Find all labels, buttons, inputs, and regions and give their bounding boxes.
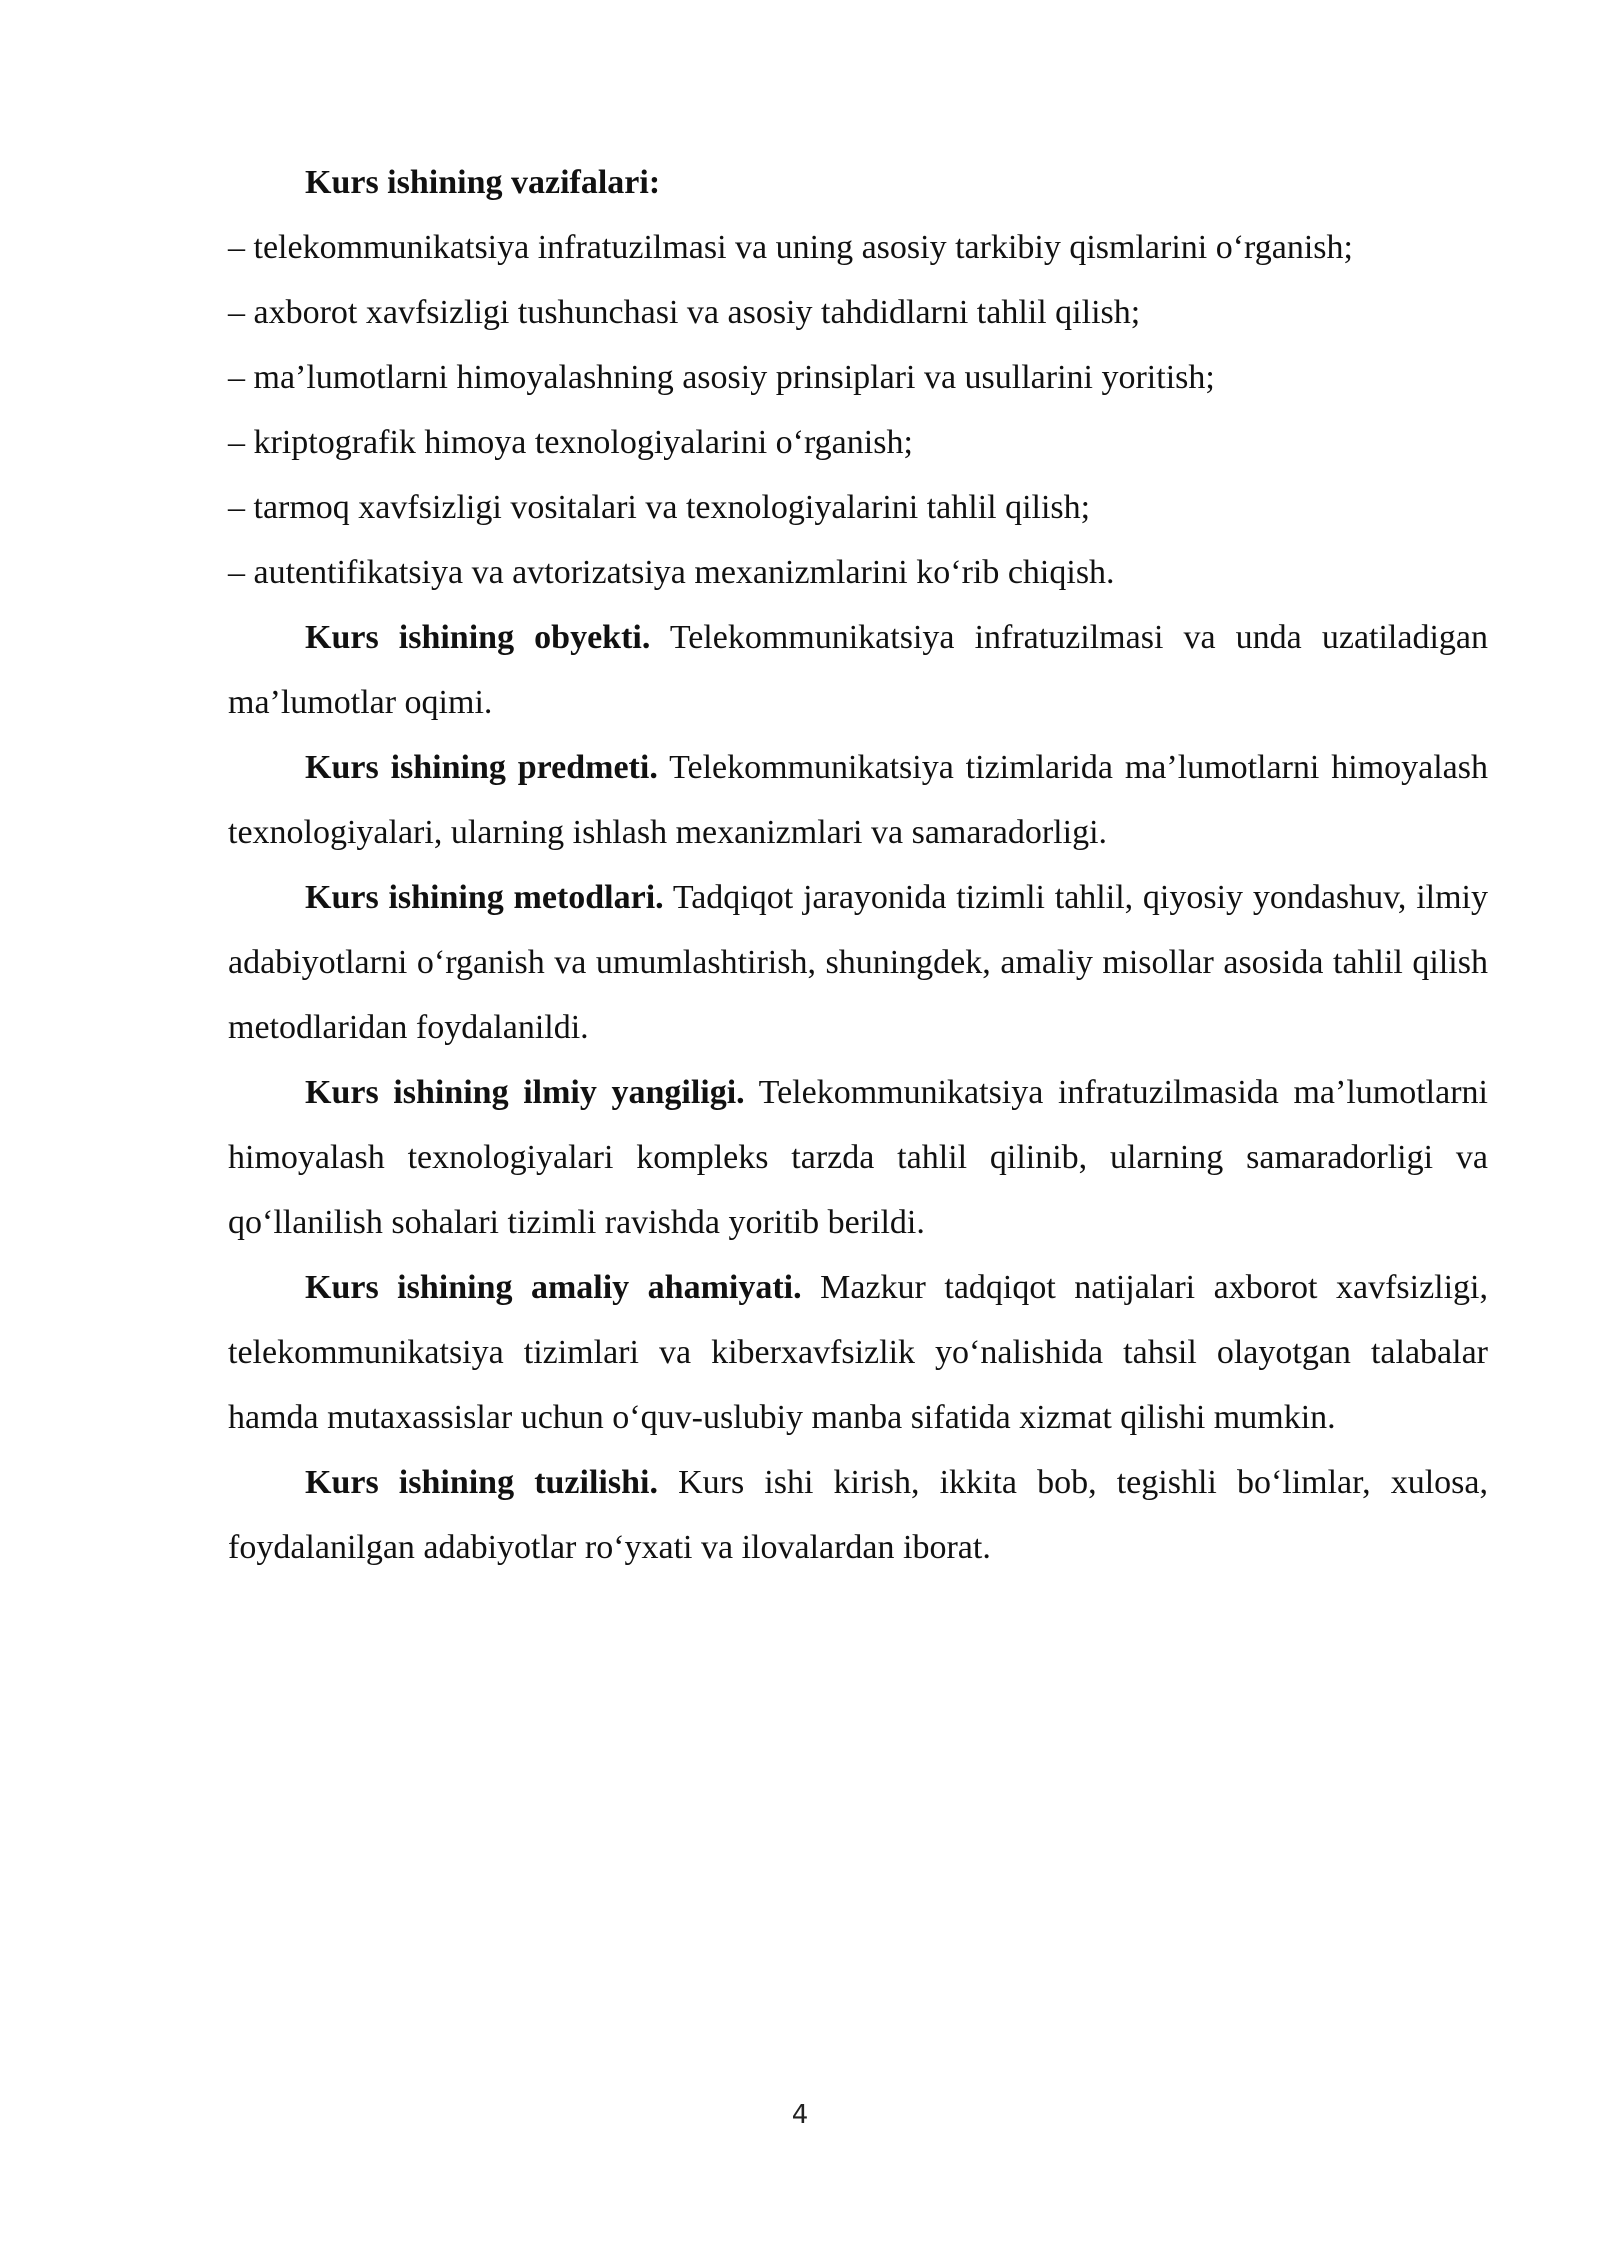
page-number: 4 <box>791 2100 809 2130</box>
section-structure <box>228 1450 1488 1580</box>
tasks-list <box>228 215 1488 605</box>
section-practical-value <box>228 1255 1488 1450</box>
task-item: – axborot xavfsizligi tushunchasi va asosiy tahdidlarni tahlil qilish; <box>228 294 1141 331</box>
section-structure-label: Kurs ishining tuzilishi. <box>305 1464 658 1501</box>
section-novelty-text: Telekommunikatsiya infratuzilmasida ma’lumotlarni himoyalash texnologiyalari kompleks tarzda tahlil qilinib, ularning samaradorligi va qo‘llanilish sohalari tizimli ravishda yoritib berildi. <box>228 1074 1488 1241</box>
section-subject-text: Telekommunikatsiya tizimlarida ma’lumotlarni himoyalash texnologiyalari, ularning ishlash mexanizmlari va samaradorligi. <box>228 749 1488 851</box>
section-structure-text: Kurs ishi kirish, ikkita bob, tegishli bo‘limlar, xulosa, foydalanilgan adabiyotlar ro‘yxati va ilovalardan iborat. <box>228 1464 1488 1566</box>
section-object-text: Telekommunikatsiya infratuzilmasi va unda uzatiladigan ma’lumotlar oqimi. <box>228 619 1488 721</box>
section-subject <box>228 735 1488 865</box>
section-methods-label: Kurs ishining metodlari. <box>305 879 664 916</box>
task-item: – kriptografik himoya texnologiyalarini o‘rganish; <box>228 424 913 461</box>
section-novelty-label: Kurs ishining ilmiy yangiligi. <box>305 1074 745 1111</box>
section-novelty <box>228 1060 1488 1255</box>
document-page <box>228 150 1488 1580</box>
section-practical-value-text: Mazkur tadqiqot natijalari axborot xavfsizligi, telekommunikatsiya tizimlari va kiberxavfsizlik yo‘nalishida tahsil olayotgan talabalar hamda mutaxassislar uchun o‘quv-uslubiy manba sifatida xizmat qilishi mumkin. <box>228 1269 1489 1436</box>
section-object-label: Kurs ishining obyekti. <box>305 619 651 656</box>
section-methods-text: Tadqiqot jarayonida tizimli tahlil, qiyosiy yondashuv, ilmiy adabiyotlarni o‘rganish va umumlashtirish, shuningdek, amaliy misollar asosida tahlil qilish metodlaridan foydalanildi. <box>228 879 1488 1046</box>
section-practical-value-label: Kurs ishining amaliy ahamiyati. <box>305 1269 802 1306</box>
tasks-heading: Kurs ishining vazifalari: <box>305 164 661 201</box>
task-item: – tarmoq xavfsizligi vositalari va texnologiyalarini tahlil qilish; <box>228 489 1091 526</box>
task-item: – telekommunikatsiya infratuzilmasi va uning asosiy tarkibiy qismlarini o‘rganish; <box>228 229 1353 266</box>
section-subject-label: Kurs ishining predmeti. <box>305 749 658 786</box>
task-item: – autentifikatsiya va avtorizatsiya mexanizmlarini ko‘rib chiqish. <box>228 554 1115 591</box>
section-methods <box>228 865 1488 1060</box>
section-object <box>228 605 1488 735</box>
task-item: – ma’lumotlarni himoyalashning asosiy prinsiplari va usullarini yoritish; <box>228 359 1215 396</box>
